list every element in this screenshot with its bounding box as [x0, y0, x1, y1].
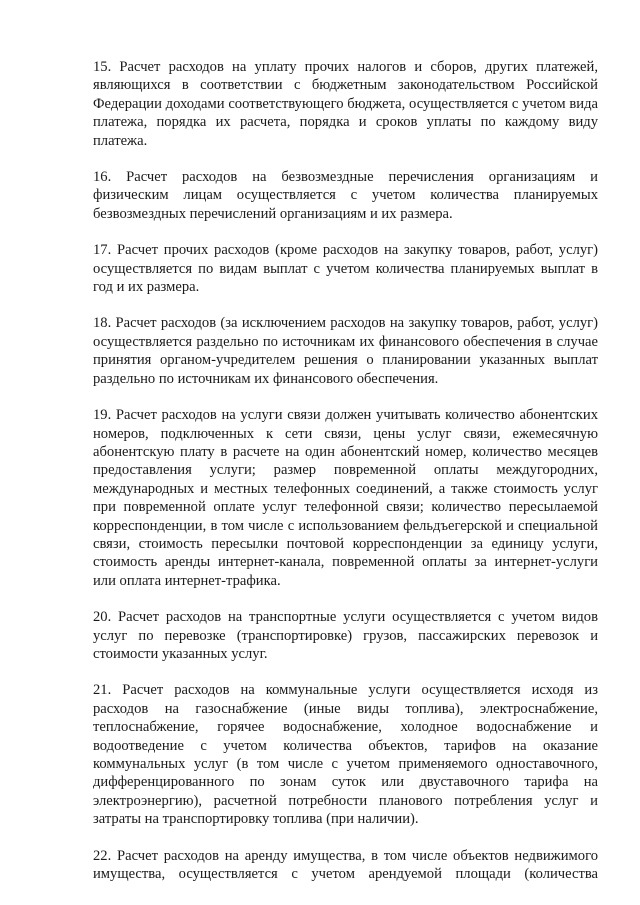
paragraph-20: 20. Расчет расходов на транспортные услуги осуществляется с учетом видов услуг по перевозке (транспортировке) грузов, пассажирских перевозок и стоимости указанных услуг.: [93, 609, 598, 662]
paragraph-22: 22. Расчет расходов на аренду имущества, в том числе объектов недвижимого имущества, осуществляется с учетом арендуемой площади (количества: [93, 847, 598, 883]
paragraph-15: 15. Расчет расходов на уплату прочих налогов и сборов, других платежей, являющихся в соответствии с бюджетным законодательством Российской Федерации доходами соответствующего бюджета, осуществляется с учетом вида платежа, порядка их расчета, порядка и сроков уплаты по каждому виду платежа.: [93, 59, 598, 149]
paragraph-16: 16. Расчет расходов на безвозмездные перечисления организациям и физическим лицам осуществляется с учетом количества планируемых безвозмездных перечислений организациям и их размера.: [93, 169, 598, 222]
document-body: [93, 58, 598, 901]
paragraph-19: 19. Расчет расходов на услуги связи должен учитывать количество абонентских номеров, подключенных к сети связи, цены услуг связи, ежемесячную абонентскую плату в расчете на один абонентский номер, количество месяцев предоставления услуги; размер повременной оплаты междугородних, международных и местных телефонных соединений, а также стоимость услуг при повременной оплате услуг телефонной связи; количество пересылаемой корреспонденции, в том числе с использованием фельдъегерской и специальной связи, стоимость пересылки почтовой корреспонденции за единицу услуги, стоимость аренды интернет-канала, повременной оплаты за интернет-услуги или оплата интернет-трафика.: [93, 407, 598, 589]
paragraph-17: 17. Расчет прочих расходов (кроме расходов на закупку товаров, работ, услуг) осуществляется по видам выплат с учетом количества планируемых выплат в год и их размера.: [93, 242, 598, 296]
paragraph-18: 18. Расчет расходов (за исключением расходов на закупку товаров, работ, услуг) осуществляется раздельно по источникам их финансового обеспечения в случае принятия органом-учредителем решения о планировании указанных выплат раздельно по источникам их финансового обеспечения.: [93, 315, 598, 387]
paragraph-21: 21. Расчет расходов на коммунальные услуги осуществляется исходя из расходов на газоснабжение (иные виды топлива), электроснабжение, теплоснабжение, горячее водоснабжение, холодное водоснабжение и водоотведение с учетом количества объектов, тарифов на оказание коммунальных услуг (в том числе с учетом применяемого одноставочного, дифференцированного по зонам суток или двуставочного тарифа на электроэнергию), расчетной потребности планового потребления услуг и затраты на транспортировку топлива (при наличии).: [93, 682, 598, 828]
